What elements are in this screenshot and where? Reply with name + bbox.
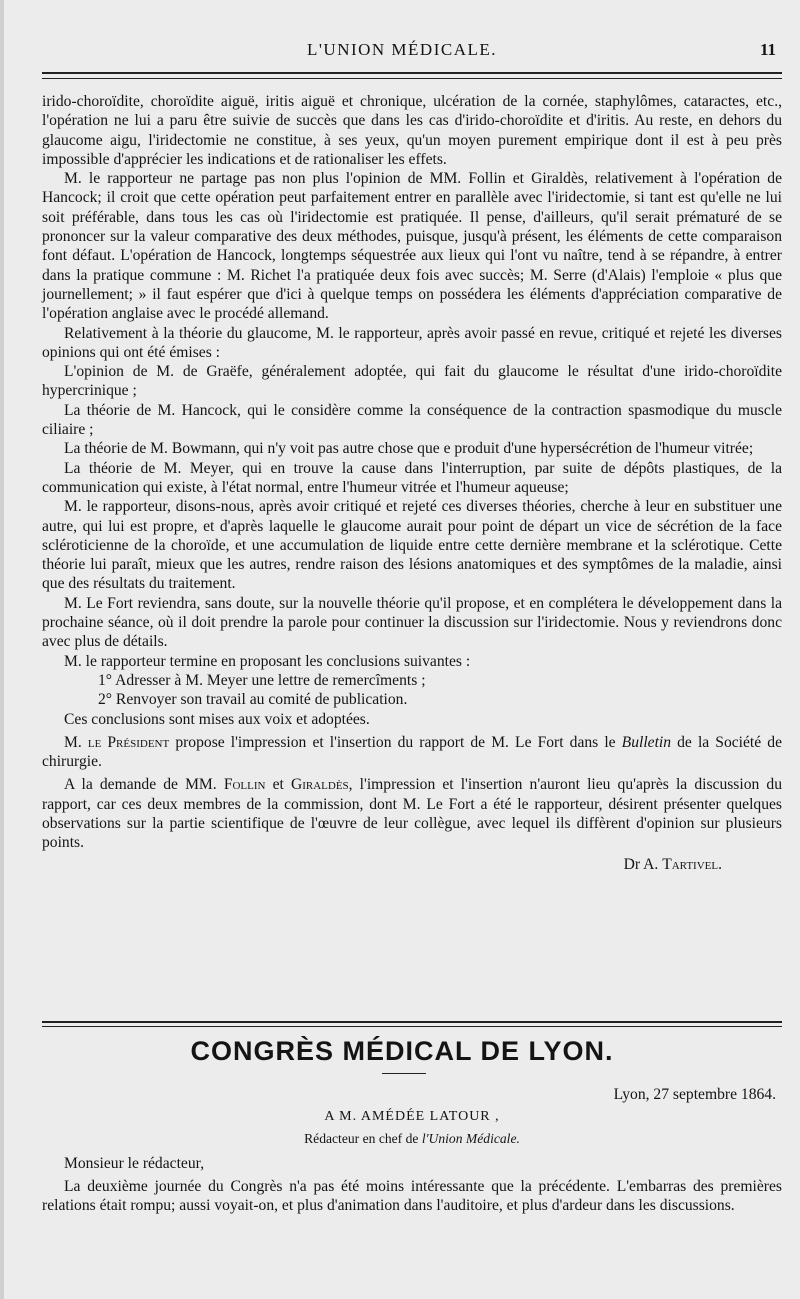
conclusion-item: 2° Renvoyer son travail au comité de publication. [98,691,408,709]
paragraph: M. Le Fort reviendra, sans doute, sur la nouvelle théorie qu'il propose, et en complétera le développement dans la prochaine séance, où il doit prendre la parole pour continuer la discussion sur l'iridectomie. Nous y reviendrons donc avec plus de détails. [42,594,782,651]
dateline: Lyon, 27 septembre 1864. [613,1086,776,1103]
letter-paragraph: La deuxième journée du Congrès n'a pas été moins intéressante que la précédente. L'embarras des premières relations était rompu; aussi voyait-on, et plus d'animation dans l'auditoire, et plus d'ardeur dans les discussions. [42,1178,782,1215]
paragraph: L'opinion de M. de Graëfe, généralement adoptée, qui fait du glaucome le résultat d'une irido-choroïdite hypercrinique ; [42,363,782,400]
section-rule [42,1021,782,1027]
paragraph: irido-choroïdite, choroïdite aiguë, iritis aiguë et chronique, ulcération de la cornée, staphylômes, cataractes, etc., l'opération ne lui a paru être suivie de succès que dans les cas d'irido-choroïdite et d'iritis. Au reste, en dehors du glaucome aigu, l'iridectomie ne constitue, à ses yeux, qu'un moyen purement empirique dont il est à peu près impossible d'apprécier les indications et de rationaliser les effets. [42,93,782,168]
running-title: L'UNION MÉDICALE. [306,40,498,59]
text-run: et [265,776,291,794]
text-run: M. [64,733,88,751]
addressee-title [42,1129,782,1148]
journal-name: l'Union Médicale. [421,1130,520,1146]
text-run: , l'impression et l'insertion n'auront lieu qu'après la discussion du rapport, car ces deux membres de la commission, dont M. Le Fort a été le rapporteur, désirent présenter quelques observations sur la partie scientifique de l'œuvre de leur collègue, avec lequel ils diffèrent d'opinion sur plusieurs points. [42,776,782,852]
paragraph: M. le rapporteur termine en proposant les conclusions suivantes : [64,652,471,670]
letter [42,1085,782,1216]
journal-name: Bulletin [621,733,672,751]
addressee: A M. AMÉDÉE LATOUR , [324,1109,500,1125]
paragraph: Relativement à la théorie du glaucome, M. le rapporteur, après avoir passé en revue, critiqué et rejeté les diverses opinions qui ont été émises : [42,324,782,361]
signature-name: Tartivel. [662,855,722,873]
salutation: Monsieur le rédacteur, [64,1154,205,1172]
paragraph: La théorie de M. Bowmann, qui n'y voit pas autre chose que e produit d'une hypersécrétion de l'humeur vitrée; [64,440,754,458]
paragraph: M. le rapporteur, disons-nous, après avoir critiqué et rejeté ces diverses théories, cherche à leur en substituer une autre, qui lui est propre, et d'après laquelle le glaucome aurait pour point de départ un vice de sécrétion de la face scléroticienne de la choroïde, et une accumulation de liquide entre cette dernière membrane et la sclérotique. Cette théorie lui paraît, mieux que les autres, rendre raison des lésions anatomiques et des symptômes de la maladie, ainsi que des résultats du traitement. [42,498,782,593]
member-name: Giraldès [290,776,349,794]
signature [42,855,782,874]
conclusion-item: 1° Adresser à M. Meyer une lettre de remercîments ; [98,671,426,689]
paragraph: Ces conclusions sont mises aux voix et adoptées. [64,710,370,728]
president-role: le Président [87,733,170,751]
paragraph: La théorie de M. Meyer, qui en trouve la cause dans l'interruption, par suite de dépôts plastiques, de la communication qui existe, à l'état normal, entre l'humeur vitrée et l'humeur aqueuse; [42,459,782,496]
signature-prefix: Dr A. [623,855,663,873]
paragraph: M. le rapporteur ne partage pas non plus l'opinion de MM. Follin et Giraldès, relativement à l'opération de Hancock; il croit que cette opération peut parfaitement entrer en parallèle avec l'iridectomie, si tant est qu'elle ne lui soit préférable, dans tous les cas où l'iridectomie est pratiquée. Il pense, d'ailleurs, qu'il serait prématuré de se prononcer sur la valeur comparative des deux méthodes, puisque, jusqu'à présent, les éléments de cette comparaison font défaut. L'opération de Hancock, longtemps séquestrée aux lieux qui l'ont vu naître, tend à se répandre, à entrer dans la pratique commune : M. Richet l'a pratiquée deux fois avec succès; M. Serre (d'Alais) l'emploie « plus que journellement; » il faut espérer que d'ici à quelque temps on possédera les éléments d'appréciation comparative de l'opération anglaise avec le procédé allemand. [42,170,782,323]
article-body [42,92,782,874]
section-title: CONGRÈS MÉDICAL DE LYON. [190,1036,614,1066]
page-number: 11 [759,40,776,59]
paragraph: La théorie de M. Hancock, qui le considère comme la conséquence de la contraction spasmodique du muscle ciliaire ; [42,401,782,439]
final-paragraph [42,775,782,852]
title-rule [382,1073,426,1074]
text-run: propose l'impression et l'insertion du rapport de M. Le Fort dans le [169,733,622,751]
member-name: Follin [223,776,266,794]
header-rule [42,72,782,79]
text-run: Rédacteur en chef de [304,1130,422,1146]
text-run: A la demande de MM. [64,776,224,794]
president-paragraph [42,733,782,772]
text-run: de la Société de chirurgie. [42,733,782,771]
